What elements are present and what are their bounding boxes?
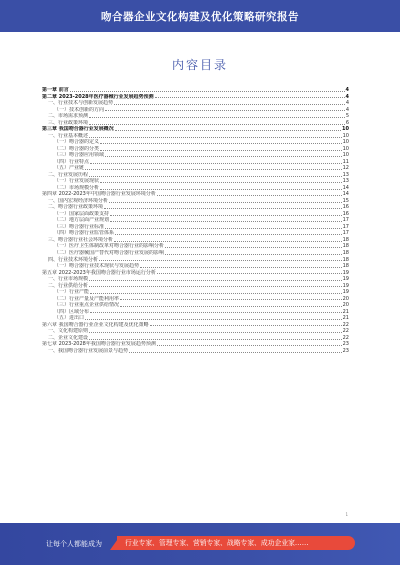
toc-entry-label: 第六章 我国吻合器行业企业文化构建及优化策略 xyxy=(42,321,149,328)
toc-entry-label: （四）行业特点 xyxy=(54,158,90,165)
toc-entry-page: 18 xyxy=(342,250,349,256)
toc-entry-label: 一、文化构建原则 xyxy=(48,328,89,335)
toc-entry-page: 4 xyxy=(345,87,349,94)
toc-leader-dots xyxy=(89,117,345,118)
toc-entry-label: （一）医疗卫生体制改革对吻合器行业的影响分析 xyxy=(54,243,165,250)
toc-leader-dots xyxy=(115,130,341,131)
toc-leader-dots xyxy=(100,189,342,190)
toc-entry-label: 一、我国吻合器行业发展前景与趋势 xyxy=(48,347,129,354)
toc-entry-page: 17 xyxy=(342,230,349,237)
toc-leader-dots xyxy=(129,352,342,353)
toc-entry-label: （二）行业产量及产能利用率 xyxy=(54,295,120,302)
toc-entry-page: 18 xyxy=(342,263,349,270)
toc-leader-dots xyxy=(90,163,342,164)
report-title: 吻合器企业文化构建及优化策略研究报告 xyxy=(101,10,299,23)
toc-leader-dots xyxy=(99,260,342,261)
toc-entry-label: 一、行业市场规模 xyxy=(48,276,89,283)
toc-entry-label: 三、吻合器行业社会环境分析 xyxy=(48,236,114,243)
toc-entry-page: 4 xyxy=(345,93,349,100)
toc-entry-label: 第七章 2023-2028年我国吻合器行业发展趋势预测 xyxy=(42,341,156,348)
toc-leader-dots xyxy=(90,312,342,313)
toc-leader-dots xyxy=(70,91,345,92)
toc-entry-label: 第三章 我国吻合器行业发展概况 xyxy=(42,126,114,133)
toc-leader-dots xyxy=(90,293,342,294)
toc-leader-dots xyxy=(89,286,342,287)
toc-entry-page: 21 xyxy=(342,308,349,315)
toc-entry-page: 22 xyxy=(342,334,349,341)
toc-leader-dots xyxy=(109,202,342,203)
toc-entry-label: （二）吻合器的分类 xyxy=(54,145,100,152)
toc-entry-page: 10 xyxy=(342,152,349,159)
toc-leader-dots xyxy=(85,169,342,170)
toc-entry-page: 13 xyxy=(342,171,349,178)
toc-entry-page: 18 xyxy=(342,243,349,250)
toc-entry-label: 一、国内宏观经济环境分析 xyxy=(48,197,109,204)
toc-leader-dots xyxy=(89,137,342,138)
toc-leader-dots xyxy=(115,234,342,235)
toc-entry-label: 第二章 2023-2028年医疗器械行业发展趋势预测 xyxy=(42,93,154,100)
toc-entry-page: 19 xyxy=(342,276,349,283)
toc-entry-label: （四）吻合器行业监管体系 xyxy=(54,230,115,237)
toc-entry-page: 20 xyxy=(342,295,349,302)
toc-leader-dots xyxy=(157,273,342,274)
toc-entry-page: 19 xyxy=(342,269,349,276)
toc-leader-dots xyxy=(89,339,342,340)
toc-entry-label: （二）地方层面产业规划 xyxy=(54,217,110,224)
toc-leader-dots xyxy=(85,319,342,320)
toc-leader-dots xyxy=(110,215,342,216)
toc-entry-page: 22 xyxy=(342,321,349,328)
toc-entry-page: 14 xyxy=(342,184,349,191)
toc-entry-label: 四、行业技术环境分析 xyxy=(48,256,99,263)
toc-entry-page: 20 xyxy=(342,302,349,309)
toc-entry[interactable] xyxy=(42,348,349,355)
toc-leader-dots xyxy=(140,267,342,268)
toc-entry-label: 二、行业发展历程 xyxy=(48,171,89,178)
footer-tagline: 行业专家、管理专家、营销专家、战略专家、成功企业家…… xyxy=(117,536,355,550)
toc-entry-label: （一）行业产能 xyxy=(54,289,90,296)
toc-leader-dots xyxy=(105,110,345,111)
toc-entry-label: （一）行业发展现状 xyxy=(54,178,100,185)
toc-entry-page: 6 xyxy=(345,119,349,126)
toc-entry-label: 第四章 2022-2023年中国吻合器行业发展环境分析 xyxy=(42,191,156,198)
toc-entry-page: 10 xyxy=(342,126,349,133)
toc-leader-dots xyxy=(120,299,342,300)
document-header xyxy=(0,0,400,32)
toc-entry-label: （三）吻合器行业标准 xyxy=(54,223,105,230)
toc-entry-page: 17 xyxy=(342,223,349,230)
toc-entry-label: （一）吻合器的定义 xyxy=(54,139,100,146)
toc-entry-page: 14 xyxy=(342,191,349,198)
toc-entry-page: 12 xyxy=(342,165,349,172)
toc-entry-label: 一、行业基本概述 xyxy=(48,132,89,139)
toc-leader-dots xyxy=(104,208,342,209)
toc-entry-label: （二）医疗器械国产替代对吻合器行业发展的影响 xyxy=(54,250,165,256)
toc-entry-label: （五）进出口 xyxy=(54,315,85,322)
toc-heading: 内容目录 xyxy=(171,58,228,72)
toc-leader-dots xyxy=(155,97,345,98)
toc-entry-label: 第五章 2022-2023年我国吻合器行业市场运行分析 xyxy=(42,269,156,276)
toc-leader-dots xyxy=(110,221,342,222)
toc-entry-page: 18 xyxy=(342,256,349,263)
toc-entry-page: 11 xyxy=(342,158,349,165)
toc-entry-page: 22 xyxy=(342,328,349,335)
toc-leader-dots xyxy=(105,228,342,229)
toc-leader-dots xyxy=(89,332,342,333)
toc-entry-label: 一、行业技术与创新发展趋势 xyxy=(48,100,114,107)
toc-leader-dots xyxy=(89,124,345,125)
toc-entry-page: 17 xyxy=(342,217,349,224)
toc-entry-label: 二、吻合器行业政策环境 xyxy=(48,204,104,211)
toc-entry-page: 23 xyxy=(342,347,349,354)
toc-leader-dots xyxy=(105,156,342,157)
toc-entry-page: 19 xyxy=(342,289,349,296)
toc-entry-label: （三）行业重点企业供给情况 xyxy=(54,302,120,309)
toc-entry-label: （二）市场规模分析 xyxy=(54,184,100,191)
toc-leader-dots xyxy=(89,280,342,281)
toc-entry-page: 19 xyxy=(342,282,349,289)
toc-entry-label: 二、企业文化建设 xyxy=(48,334,89,341)
toc-entry-label: （一）国家层面政策支持 xyxy=(54,210,110,217)
table-of-contents xyxy=(42,87,349,354)
toc-leader-dots xyxy=(150,325,342,326)
toc-entry-page: 15 xyxy=(342,197,349,204)
toc-leader-dots xyxy=(165,254,342,255)
toc-leader-dots xyxy=(114,241,342,242)
toc-entry-label: （一）技术创新的方向 xyxy=(54,106,105,113)
toc-entry-page: 10 xyxy=(342,139,349,146)
toc-entry-label: 二、行业供给分析 xyxy=(48,282,89,289)
toc-leader-dots xyxy=(157,345,342,346)
page-number: 1 xyxy=(345,512,348,517)
toc-leader-dots xyxy=(100,150,342,151)
toc-leader-dots xyxy=(100,182,342,183)
toc-entry-page: 18 xyxy=(342,236,349,243)
toc-entry-label: 二、市场需求预测 xyxy=(48,113,89,120)
toc-entry-page: 23 xyxy=(342,341,349,348)
footer-slogan: 让每个人都能成为 xyxy=(46,540,102,548)
toc-entry-label: 第一章 前言 xyxy=(42,87,69,94)
document-footer xyxy=(0,523,400,565)
toc-entry-page: 21 xyxy=(342,315,349,322)
toc-leader-dots xyxy=(100,143,342,144)
toc-entry-page: 10 xyxy=(342,145,349,152)
toc-entry-page: 10 xyxy=(342,132,349,139)
toc-leader-dots xyxy=(157,195,342,196)
toc-leader-dots xyxy=(114,104,345,105)
toc-entry-page: 16 xyxy=(342,210,349,217)
toc-entry-label: （一）吻合器行业技术现状与发展趋势 xyxy=(54,263,140,270)
toc-entry-label: （五）产业链 xyxy=(54,165,85,172)
toc-leader-dots xyxy=(165,247,342,248)
toc-entry-label: （三）吻合器应用领域 xyxy=(54,152,105,159)
toc-entry-page: 13 xyxy=(342,178,349,185)
toc-entry-page: 5 xyxy=(345,113,349,120)
toc-leader-dots xyxy=(120,306,342,307)
toc-entry-page: 4 xyxy=(345,100,349,107)
toc-entry-label: 三、行业政策环境 xyxy=(48,119,89,126)
toc-leader-dots xyxy=(89,176,342,177)
toc-entry-page: 16 xyxy=(342,204,349,211)
toc-entry-page: 4 xyxy=(345,106,349,113)
toc-entry-label: （四）区域分布 xyxy=(54,308,90,315)
